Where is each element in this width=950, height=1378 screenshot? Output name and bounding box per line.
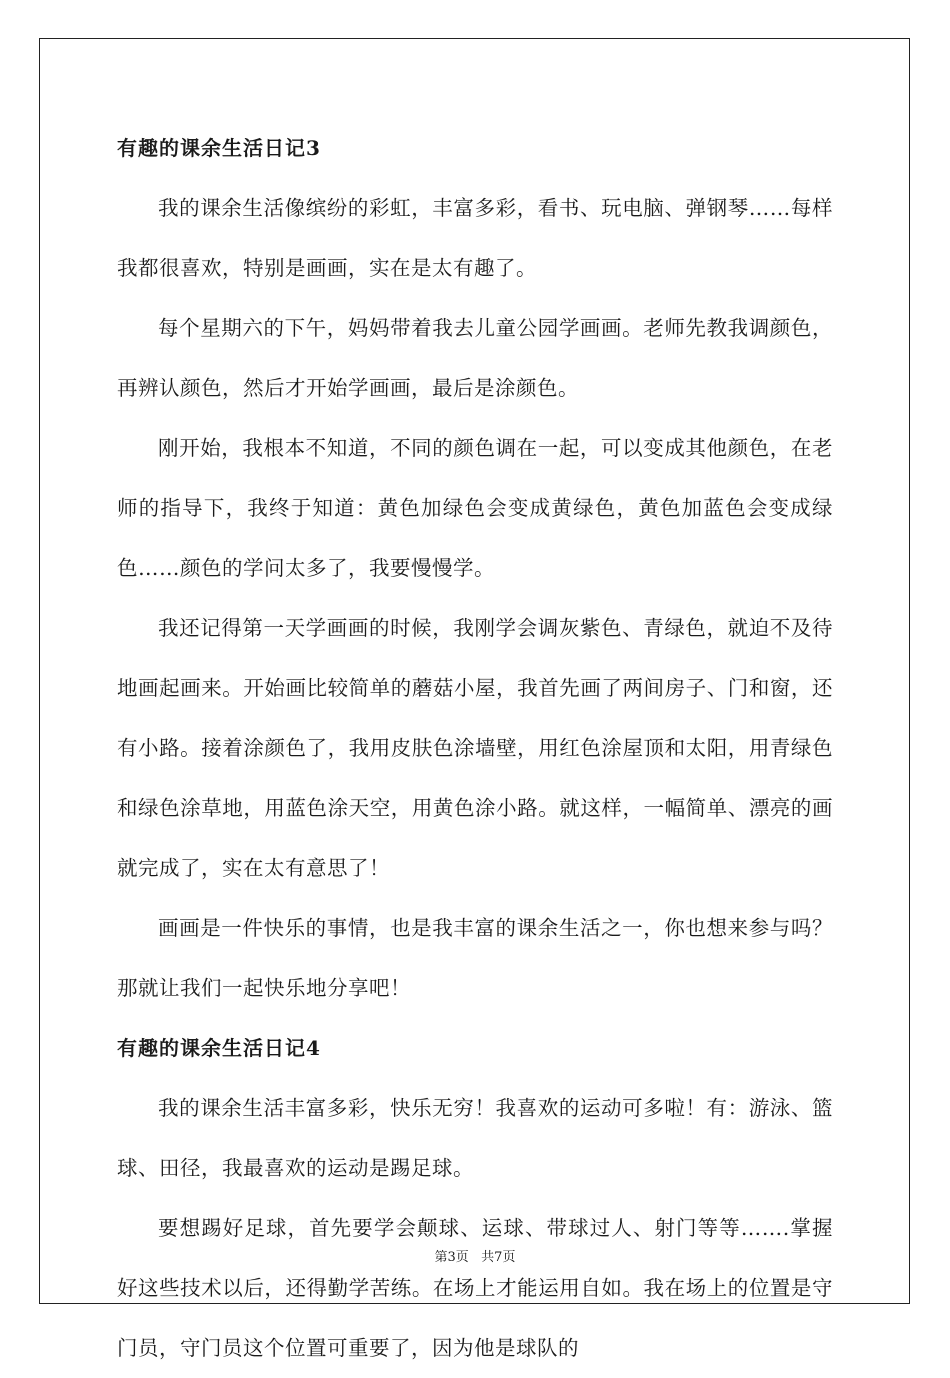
paragraph: 我的课余生活丰富多彩，快乐无穷！我喜欢的运动可多啦！有：游泳、篮球、田径，我最喜欢的运动是踢足球。 xyxy=(117,1096,833,1180)
paragraph: 画画是一件快乐的事情，也是我丰富的课余生活之一，你也想来参与吗？那就让我们一起快乐地分享吧！ xyxy=(117,916,833,1000)
paragraph: 我的课余生活像缤纷的彩虹，丰富多彩，看书、玩电脑、弹钢琴……每样我都很喜欢，特别是画画，实在是太有趣了。 xyxy=(117,196,833,280)
section-heading: 有趣的课余生活日记4 xyxy=(117,1036,321,1060)
document-body xyxy=(117,118,833,1378)
paragraph: 刚开始，我根本不知道，不同的颜色调在一起，可以变成其他颜色，在老师的指导下，我终于知道：黄色加绿色会变成黄绿色，黄色加蓝色会变成绿色……颜色的学问太多了，我要慢慢学。 xyxy=(117,436,833,580)
paragraph: 我还记得第一天学画画的时候，我刚学会调灰紫色、青绿色，就迫不及待地画起画来。开始画比较简单的蘑菇小屋，我首先画了两间房子、门和窗，还有小路。接着涂颜色了，我用皮肤色涂墙壁，用红色涂屋顶和太阳，用青绿色和绿色涂草地，用蓝色涂天空，用黄色涂小路。就这样，一幅简单、漂亮的画就完成了，实在太有意思了！ xyxy=(117,616,833,880)
paragraph: 每个星期六的下午，妈妈带着我去儿童公园学画画。老师先教我调颜色，再辨认颜色，然后才开始学画画，最后是涂颜色。 xyxy=(117,316,833,400)
page-number-footer: 第3页 共7页 xyxy=(434,1250,516,1265)
paragraph: 要想踢好足球，首先要学会颠球、运球、带球过人、射门等等…….掌握好这些技术以后，还得勤学苦练。在场上才能运用自如。我在场上的位置是守门员，守门员这个位置可重要了，因为他是球队的 xyxy=(117,1216,833,1360)
section-heading: 有趣的课余生活日记3 xyxy=(117,136,321,160)
